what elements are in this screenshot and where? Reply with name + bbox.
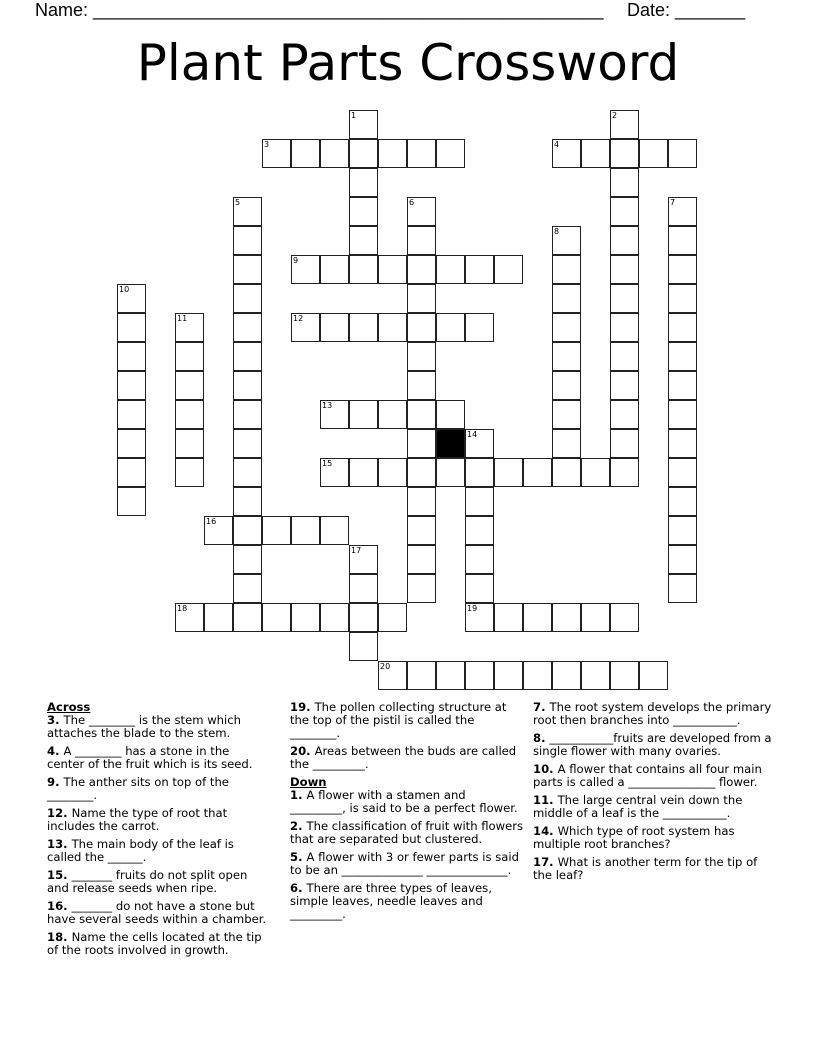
clue-down-14: 14. Which type of root system has multiple root branches? xyxy=(533,824,735,851)
clue-across-16: 16. _______ do not have a stone but have several seeds within a chamber. xyxy=(47,899,267,926)
clue-number: 4 xyxy=(47,744,56,758)
clue-number: 15 xyxy=(47,868,64,882)
grid-cell[interactable] xyxy=(610,139,639,168)
grid-cell[interactable] xyxy=(668,284,697,313)
clue-number: 10 xyxy=(533,762,550,776)
grid-cell[interactable] xyxy=(436,139,465,168)
grid-cell[interactable] xyxy=(175,313,204,342)
grid-cell[interactable] xyxy=(436,400,465,429)
clue-number: 13 xyxy=(47,837,64,851)
grid-cell[interactable] xyxy=(407,313,436,342)
cell-number: 18 xyxy=(177,604,188,613)
cell-number: 17 xyxy=(351,546,362,555)
grid-cell[interactable] xyxy=(320,255,349,284)
cell-number: 12 xyxy=(293,314,304,323)
grid-cell[interactable] xyxy=(668,313,697,342)
grid-cell[interactable] xyxy=(117,371,146,400)
cell-number: 4 xyxy=(554,140,560,149)
grid-cell[interactable] xyxy=(349,574,378,603)
clue-number: 19 xyxy=(290,700,307,714)
clue-text: The main body of the leaf is called the ______. xyxy=(47,837,234,864)
black-cell xyxy=(436,429,465,458)
grid-cell[interactable] xyxy=(349,632,378,661)
grid-cell[interactable] xyxy=(233,458,262,487)
clues-column-3 xyxy=(533,701,773,887)
cell-number: 1 xyxy=(351,111,357,120)
grid-cell[interactable] xyxy=(668,574,697,603)
grid-cell[interactable] xyxy=(610,458,639,487)
cell-number: 15 xyxy=(322,459,333,468)
clue-number: 11 xyxy=(533,793,550,807)
grid-cell[interactable] xyxy=(175,458,204,487)
grid-cell[interactable] xyxy=(610,603,639,632)
clue-number: 7 xyxy=(533,700,542,714)
grid-cell[interactable] xyxy=(581,458,610,487)
clue-number: 12 xyxy=(47,806,64,820)
grid-cell[interactable] xyxy=(610,313,639,342)
grid-cell[interactable] xyxy=(233,197,262,226)
grid-cell[interactable] xyxy=(233,429,262,458)
clue-down-5: 5. A flower with 3 or fewer parts is said to be an ______________ ______________. xyxy=(290,850,519,877)
grid-cell[interactable] xyxy=(494,458,523,487)
grid-cell[interactable] xyxy=(465,603,494,632)
grid-cell[interactable] xyxy=(610,429,639,458)
grid-cell[interactable] xyxy=(233,400,262,429)
clue-text: _______ do not have a stone but have several seeds within a chamber. xyxy=(47,899,267,926)
grid-cell[interactable] xyxy=(494,255,523,284)
cell-number: 2 xyxy=(612,111,618,120)
grid-cell[interactable] xyxy=(262,516,291,545)
grid-cell[interactable] xyxy=(610,400,639,429)
grid-cell[interactable] xyxy=(291,603,320,632)
clue-across-9: 9. The anther sits on top of the ________. xyxy=(47,775,229,802)
grid-cell[interactable] xyxy=(610,371,639,400)
clue-text: The classification of fruit with flowers that are separated but clustered. xyxy=(290,819,524,846)
clue-number: 14 xyxy=(533,824,550,838)
grid-cell[interactable] xyxy=(349,400,378,429)
grid-cell[interactable] xyxy=(668,139,697,168)
grid-cell[interactable] xyxy=(407,197,436,226)
clue-number: 2 xyxy=(290,819,299,833)
clue-text: A flower with 3 or fewer parts is said to be an ______________ ______________. xyxy=(290,850,519,877)
grid-cell[interactable] xyxy=(436,458,465,487)
clue-down-2: 2. The classification of fruit with flowers that are separated but clustered. xyxy=(290,819,524,846)
clue-text: Areas between the buds are called the _________. xyxy=(290,744,517,771)
grid-cell[interactable] xyxy=(291,313,320,342)
grid-cell[interactable] xyxy=(175,603,204,632)
grid-cell[interactable] xyxy=(117,487,146,516)
grid-cell[interactable] xyxy=(378,139,407,168)
grid-cell[interactable] xyxy=(349,197,378,226)
grid-cell[interactable] xyxy=(639,139,668,168)
grid-cell[interactable] xyxy=(668,487,697,516)
grid-cell[interactable] xyxy=(610,168,639,197)
grid-cell[interactable] xyxy=(407,255,436,284)
clue-down-10: 10. A flower that contains all four main parts is called a _______________ flower. xyxy=(533,762,762,789)
grid-cell[interactable] xyxy=(407,429,436,458)
grid-cell[interactable] xyxy=(349,313,378,342)
clue-down-1: 1. A flower with a stamen and _________, is said to be a perfect flower. xyxy=(290,788,518,815)
grid-cell[interactable] xyxy=(233,255,262,284)
grid-cell[interactable] xyxy=(552,603,581,632)
clue-number: 9 xyxy=(47,775,56,789)
grid-cell[interactable] xyxy=(436,313,465,342)
clue-text: The pollen collecting structure at the top of the pistil is called the ________. xyxy=(290,700,507,740)
clue-text: ___________fruits are developed from a single flower with many ovaries. xyxy=(533,731,772,758)
cell-number: 7 xyxy=(670,198,676,207)
grid-cell[interactable] xyxy=(639,661,668,690)
grid-cell[interactable] xyxy=(233,342,262,371)
grid-cell[interactable] xyxy=(407,226,436,255)
grid-cell[interactable] xyxy=(117,400,146,429)
grid-cell[interactable] xyxy=(175,371,204,400)
grid-cell[interactable] xyxy=(581,603,610,632)
grid-cell[interactable] xyxy=(349,139,378,168)
grid-cell[interactable] xyxy=(552,284,581,313)
grid-cell[interactable] xyxy=(552,400,581,429)
clue-across-15: 15. _______ fruits do not split open and release seeds when ripe. xyxy=(47,868,248,895)
grid-cell[interactable] xyxy=(349,168,378,197)
grid-cell[interactable] xyxy=(552,313,581,342)
down-heading: Down xyxy=(290,775,327,789)
grid-cell[interactable] xyxy=(233,603,262,632)
grid-cell[interactable] xyxy=(291,255,320,284)
grid-cell[interactable] xyxy=(349,603,378,632)
grid-cell[interactable] xyxy=(117,458,146,487)
grid-cell[interactable] xyxy=(204,603,233,632)
grid-cell[interactable] xyxy=(378,661,407,690)
clue-text: A ________ has a stone in the center of the fruit which is its seed. xyxy=(47,744,253,771)
grid-cell[interactable] xyxy=(610,226,639,255)
clue-number: 20 xyxy=(290,744,307,758)
grid-cell[interactable] xyxy=(204,516,233,545)
cell-number: 10 xyxy=(119,285,130,294)
cell-number: 11 xyxy=(177,314,188,323)
grid-cell[interactable] xyxy=(320,139,349,168)
grid-cell[interactable] xyxy=(349,110,378,139)
clue-across-18: 18. Name the cells located at the tip of the roots involved in growth. xyxy=(47,930,262,957)
clue-number: 1 xyxy=(290,788,299,802)
grid-cell[interactable] xyxy=(465,487,494,516)
grid-cell[interactable] xyxy=(407,284,436,313)
date-field[interactable]: Date: _______ xyxy=(627,0,746,20)
grid-cell[interactable] xyxy=(668,197,697,226)
clue-across-3: 3. The ________ is the stem which attaches the blade to the stem. xyxy=(47,713,241,740)
grid-cell[interactable] xyxy=(668,545,697,574)
grid-cell[interactable] xyxy=(233,545,262,574)
grid-cell[interactable] xyxy=(465,545,494,574)
grid-cell[interactable] xyxy=(320,458,349,487)
clue-text: _______ fruits do not split open and release seeds when ripe. xyxy=(47,868,248,895)
clue-across-20: 20. Areas between the buds are called the _________. xyxy=(290,744,517,771)
grid-cell[interactable] xyxy=(233,371,262,400)
cell-number: 5 xyxy=(235,198,241,207)
clue-down-7: 7. The root system develops the primary root then branches into ___________. xyxy=(533,700,772,727)
cell-number: 6 xyxy=(409,198,415,207)
clue-text: What is another term for the tip of the leaf? xyxy=(533,855,758,882)
clue-text: A flower with a stamen and _________, is said to be a perfect flower. xyxy=(290,788,518,815)
grid-cell[interactable] xyxy=(465,574,494,603)
clues-column-1 xyxy=(47,701,267,962)
grid-cell[interactable] xyxy=(407,139,436,168)
grid-cell[interactable] xyxy=(233,487,262,516)
grid-cell[interactable] xyxy=(378,255,407,284)
grid-cell[interactable] xyxy=(465,661,494,690)
cell-number: 8 xyxy=(554,227,560,236)
clue-number: 6 xyxy=(290,881,299,895)
grid-cell[interactable] xyxy=(552,342,581,371)
grid-cell[interactable] xyxy=(523,603,552,632)
grid-cell[interactable] xyxy=(465,255,494,284)
grid-cell[interactable] xyxy=(407,342,436,371)
grid-cell[interactable] xyxy=(407,400,436,429)
cell-number: 3 xyxy=(264,140,270,149)
cell-number: 14 xyxy=(467,430,478,439)
grid-cell[interactable] xyxy=(233,284,262,313)
grid-cell[interactable] xyxy=(233,226,262,255)
clue-across-13: 13. The main body of the leaf is called the ______. xyxy=(47,837,234,864)
grid-cell[interactable] xyxy=(349,255,378,284)
grid-cell[interactable] xyxy=(117,313,146,342)
grid-cell[interactable] xyxy=(610,255,639,284)
clue-text: The anther sits on top of the ________. xyxy=(47,775,229,802)
grid-cell[interactable] xyxy=(407,516,436,545)
clue-text: Name the cells located at the tip of the roots involved in growth. xyxy=(47,930,262,957)
clue-text: The ________ is the stem which attaches the blade to the stem. xyxy=(47,713,241,740)
grid-cell[interactable] xyxy=(291,139,320,168)
grid-cell[interactable] xyxy=(349,226,378,255)
grid-cell[interactable] xyxy=(233,574,262,603)
cell-number: 16 xyxy=(206,517,217,526)
clue-number: 3 xyxy=(47,713,56,727)
grid-cell[interactable] xyxy=(349,545,378,574)
grid-cell[interactable] xyxy=(320,313,349,342)
clue-number: 5 xyxy=(290,850,299,864)
grid-cell[interactable] xyxy=(610,110,639,139)
grid-cell[interactable] xyxy=(175,400,204,429)
clue-text: Name the type of root that includes the carrot. xyxy=(47,806,228,833)
clue-number: 17 xyxy=(533,855,550,869)
grid-cell[interactable] xyxy=(668,400,697,429)
grid-cell[interactable] xyxy=(378,603,407,632)
grid-cell[interactable] xyxy=(552,255,581,284)
grid-cell[interactable] xyxy=(175,429,204,458)
grid-cell[interactable] xyxy=(668,255,697,284)
grid-cell[interactable] xyxy=(523,458,552,487)
name-field[interactable]: Name: ___________________________________________________ xyxy=(35,0,604,20)
clue-down-17: 17. What is another term for the tip of the leaf? xyxy=(533,855,758,882)
grid-cell[interactable] xyxy=(552,429,581,458)
grid-cell[interactable] xyxy=(668,371,697,400)
grid-cell[interactable] xyxy=(378,313,407,342)
grid-cell[interactable] xyxy=(407,661,436,690)
cell-number: 9 xyxy=(293,256,299,265)
grid-cell[interactable] xyxy=(320,603,349,632)
cell-number: 13 xyxy=(322,401,333,410)
grid-cell[interactable] xyxy=(494,661,523,690)
clue-text: The large central vein down the middle of a leaf is the ___________. xyxy=(533,793,743,820)
grid-cell[interactable] xyxy=(320,516,349,545)
clue-number: 8 xyxy=(533,731,542,745)
grid-cell[interactable] xyxy=(668,516,697,545)
grid-cell[interactable] xyxy=(407,458,436,487)
grid-cell[interactable] xyxy=(523,661,552,690)
page-title: Plant Parts Crossword xyxy=(136,34,680,92)
grid-cell[interactable] xyxy=(407,371,436,400)
grid-cell[interactable] xyxy=(117,284,146,313)
clue-number: 18 xyxy=(47,930,64,944)
clue-across-12: 12. Name the type of root that includes the carrot. xyxy=(47,806,228,833)
grid-cell[interactable] xyxy=(407,487,436,516)
grid-cell[interactable] xyxy=(668,458,697,487)
grid-cell[interactable] xyxy=(175,342,204,371)
clue-text: There are three types of leaves, simple leaves, needle leaves and _________. xyxy=(290,881,492,921)
grid-cell[interactable] xyxy=(668,429,697,458)
grid-cell[interactable] xyxy=(117,342,146,371)
clue-text: A flower that contains all four main parts is called a _______________ flower. xyxy=(533,762,762,789)
grid-cell[interactable] xyxy=(552,661,581,690)
clue-across-19: 19. The pollen collecting structure at the top of the pistil is called the ________. xyxy=(290,700,507,740)
grid-cell[interactable] xyxy=(233,313,262,342)
clue-down-6: 6. There are three types of leaves, simple leaves, needle leaves and _________. xyxy=(290,881,492,921)
grid-cell[interactable] xyxy=(465,458,494,487)
grid-cell[interactable] xyxy=(465,516,494,545)
grid-cell[interactable] xyxy=(117,429,146,458)
grid-cell[interactable] xyxy=(436,661,465,690)
grid-cell[interactable] xyxy=(436,255,465,284)
grid-cell[interactable] xyxy=(610,661,639,690)
clue-down-11: 11. The large central vein down the middle of a leaf is the ___________. xyxy=(533,793,743,820)
grid-cell[interactable] xyxy=(581,661,610,690)
grid-cell[interactable] xyxy=(465,313,494,342)
grid-cell[interactable] xyxy=(610,284,639,313)
clue-text: The root system develops the primary root then branches into ___________. xyxy=(533,700,772,727)
grid-cell[interactable] xyxy=(668,342,697,371)
grid-cell[interactable] xyxy=(552,458,581,487)
grid-cell[interactable] xyxy=(552,139,581,168)
grid-cell[interactable] xyxy=(668,226,697,255)
cell-number: 19 xyxy=(467,604,478,613)
grid-cell[interactable] xyxy=(494,603,523,632)
clue-across-4: 4. A ________ has a stone in the center of the fruit which is its seed. xyxy=(47,744,253,771)
grid-cell[interactable] xyxy=(407,545,436,574)
grid-cell[interactable] xyxy=(378,458,407,487)
clues-column-2 xyxy=(290,701,524,926)
grid-cell[interactable] xyxy=(291,516,320,545)
grid-cell[interactable] xyxy=(465,429,494,458)
grid-cell[interactable] xyxy=(320,400,349,429)
grid-cell[interactable] xyxy=(610,342,639,371)
grid-cell[interactable] xyxy=(552,226,581,255)
grid-cell[interactable] xyxy=(262,603,291,632)
grid-cell[interactable] xyxy=(581,139,610,168)
grid-cell[interactable] xyxy=(552,371,581,400)
grid-cell[interactable] xyxy=(349,458,378,487)
grid-cell[interactable] xyxy=(233,516,262,545)
grid-cell[interactable] xyxy=(407,574,436,603)
clue-down-8: 8. ___________fruits are developed from a single flower with many ovaries. xyxy=(533,731,772,758)
grid-cell[interactable] xyxy=(610,197,639,226)
across-heading: Across xyxy=(47,700,91,714)
clue-text: Which type of root system has multiple root branches? xyxy=(533,824,735,851)
grid-cell[interactable] xyxy=(262,139,291,168)
cell-number: 20 xyxy=(380,662,391,671)
clue-number: 16 xyxy=(47,899,64,913)
grid-cell[interactable] xyxy=(378,400,407,429)
